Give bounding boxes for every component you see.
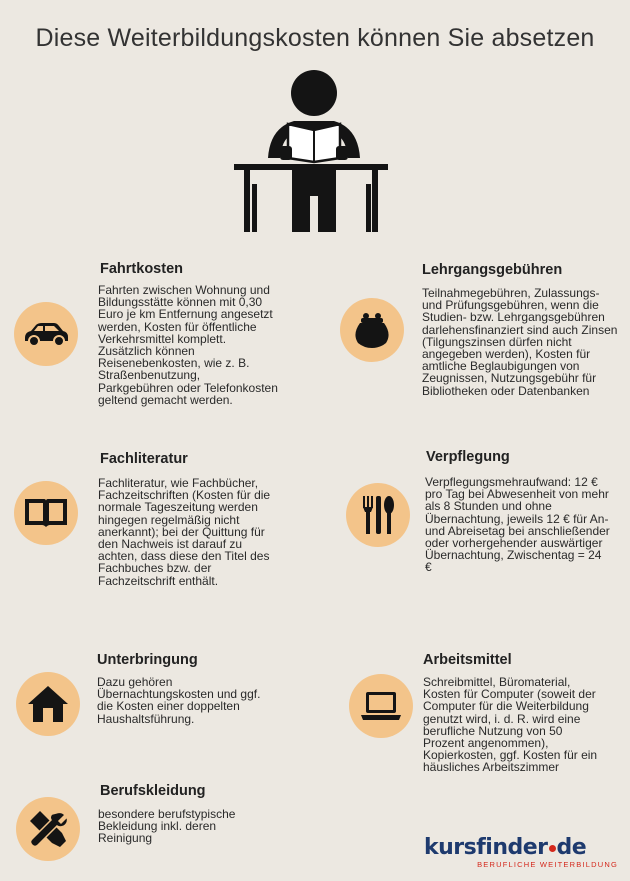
logo-wordmark: [424, 836, 624, 860]
laptop-icon: [359, 689, 403, 723]
fahrtkosten-title: Fahrtkosten: [100, 261, 183, 277]
arbeitsmittel-icon-circle: [349, 674, 413, 738]
berufskleidung-text: besondere berufstypische Bekleidung inkl. deren Reinigung: [98, 807, 236, 846]
unterbringung-text: Dazu gehören Übernachtungskosten und ggf. die Kosten einer doppelten Haushaltsführung.: [97, 675, 261, 726]
arbeitsmittel-title: Arbeitsmittel: [423, 652, 512, 668]
house-icon: [27, 684, 69, 724]
kursfinder-logo[interactable]: [424, 836, 624, 869]
berufskleidung-icon-circle: [16, 797, 80, 861]
car-icon: [22, 320, 70, 348]
lehrgang-title: Lehrgangsgebühren: [422, 262, 563, 278]
berufskleidung-title: Berufskleidung: [100, 783, 206, 799]
lehrgang-text: Teilnahmegebühren, Zulassungs- und Prüfungsgebühren, wenn die Studien- bzw. Lehrgangsgebühren darlehensfinanziert sind auch Zinsen (Tilgungszinsen dürfen nicht angegeben werden), Kosten für amtliche Beglaubigungen von Zeugnissen, Nutzungsgebühr für Bibliotheken oder Datenbanken: [422, 286, 618, 398]
fachliteratur-text: Fachliteratur, wie Fachbücher, Fachzeitschriften (Kosten für die normale Tageszeitung werden hingegen regelmäßig nicht anerkannt); bei der Quittung für den Nachweis ist darauf zu achten, dass diese den Titel des Fachbuches bzw. der Fachzeitschrift enthält.: [98, 476, 271, 588]
logo-name-part1: kursfinder: [424, 835, 548, 860]
verpflegung-icon-circle: [346, 483, 410, 547]
fahrtkosten-text: Fahrten zwischen Wohnung und Bildungsstätte können mit 0,30 Euro je km Entfernung angesetzt werden, Kosten für öffentliche Verkehrsmittel komplett. Zusätzlich können Reisenebenkosten, wie z. B. Straßenbenutzung, Parkgebühren oder Telefonkosten geltend gemacht werden.: [98, 283, 278, 407]
fachliteratur-title: Fachliteratur: [100, 451, 188, 467]
tools-icon: [28, 809, 68, 849]
cutlery-icon: [360, 494, 396, 536]
purse-icon: [352, 310, 392, 350]
unterbringung-title: Unterbringung: [97, 652, 198, 668]
fahrtkosten-icon-circle: [14, 302, 78, 366]
person-reading-at-desk-icon: [230, 66, 400, 236]
verpflegung-title: Verpflegung: [426, 449, 510, 465]
logo-tagline: BERUFLICHE WEITERBILDUNG: [477, 860, 618, 869]
verpflegung-text: Verpflegungsmehraufwand: 12 € pro Tag bei Abwesenheit von mehr als 8 Stunden und ohne Übernachtung, jeweils 12 € für An- und Abreisetag bei anschließender oder vorhergehender auswärtiger Übernachtung, Zwischentag = 24 €: [425, 475, 610, 575]
arbeitsmittel-text: Schreibmittel, Büromaterial, Kosten für Computer (soweit der Computer für die Weiterbildung genutzt wird, i. d. R. wird eine berufliche Nutzung von 50 Prozent angenommen), Kopierkosten, ggf. Kosten für ein häusliches Arbeitszimmer: [423, 675, 598, 775]
fachliteratur-icon-circle: [14, 481, 78, 545]
open-book-icon: [22, 495, 70, 531]
lehrgang-icon-circle: [340, 298, 404, 362]
logo-name-part2: de: [556, 835, 587, 860]
unterbringung-icon-circle: [16, 672, 80, 736]
page-title: Diese Weiterbildungskosten können Sie absetzen: [35, 24, 595, 52]
logo-dot: [549, 845, 556, 852]
